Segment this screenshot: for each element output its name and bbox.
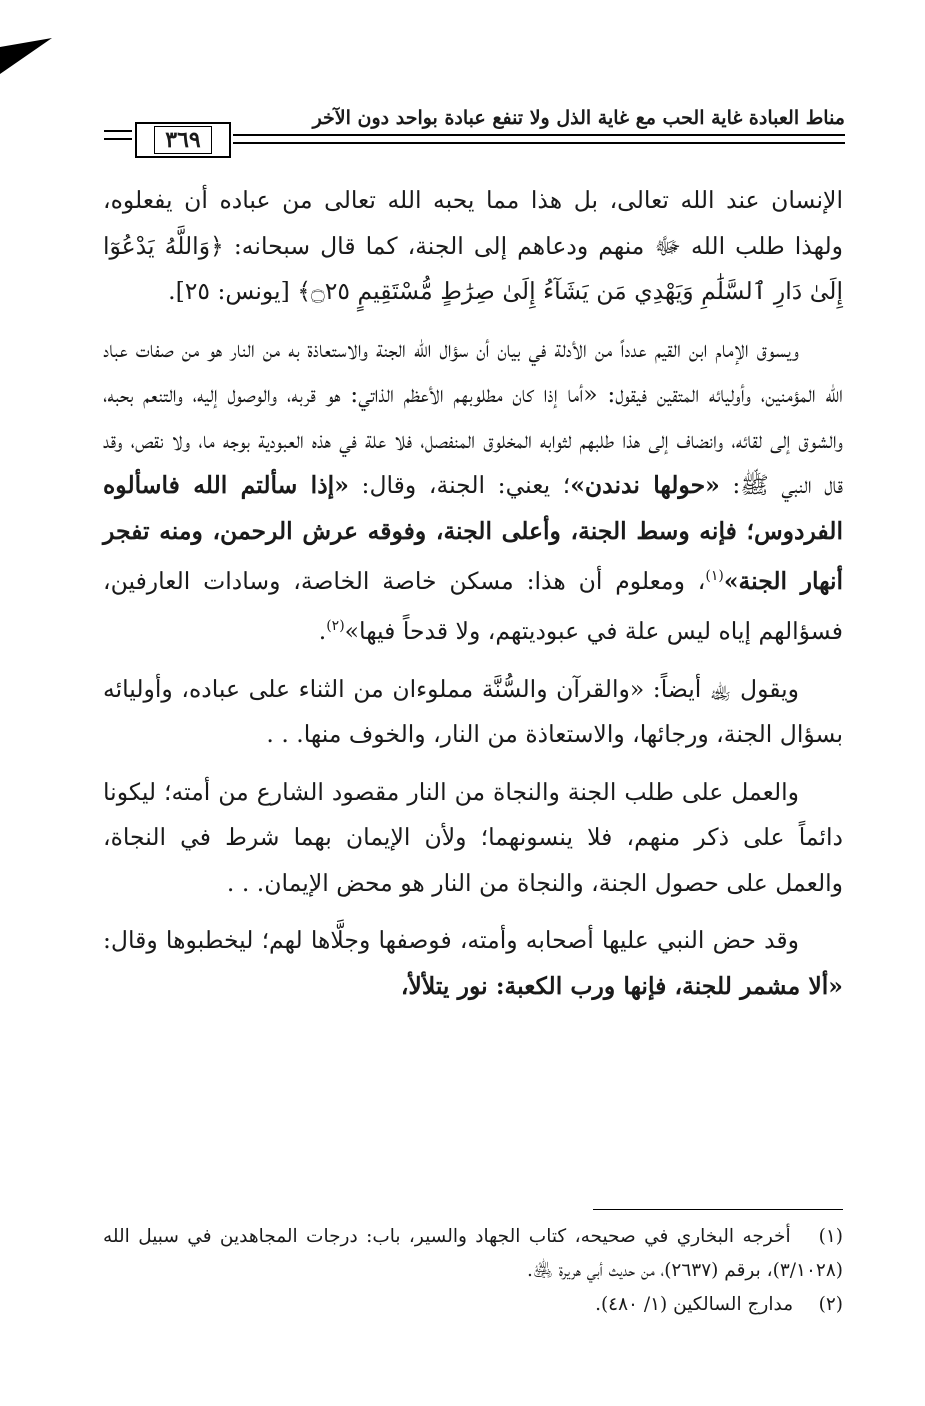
main-text bbox=[103, 178, 843, 1009]
p1-line-3: يَدْعُوٓا إِلَىٰ دَارِ ٱلسَّلَٰمِ وَيَهْدِي مَن يَشَآءُ إِلَىٰ صِرَٰطٍ مُّسْتَقِيمٍ ۝٢٥﴾ [يونس: ٢٥]. bbox=[103, 231, 843, 305]
running-title: مناط العبادة غاية الحب مع غاية الذل ولا تنفع عبادة بواحد دون الآخر bbox=[312, 107, 845, 129]
footnote-1-number: (١) bbox=[818, 1226, 843, 1247]
footnote-1 bbox=[103, 1220, 843, 1288]
p2-bold-hadith-1: «حولها ندندن» bbox=[570, 471, 720, 499]
footnote-2 bbox=[103, 1288, 843, 1322]
paragraph-3 bbox=[103, 667, 843, 758]
p2-text: ويسوق الإمام ابن القيم عدداً من الأدلة في بيان أن سؤال الله الجنة والاستعاذة به من النار هو من صفات عباد الله المؤمنين، وأوليائه المتقين فيقول: «أما إذا كان مطلوبهم الأعظم الذاتي: هو قربه، والوصول إليه، والتنعم بحبه، والشوق إلى لقائه، وانضاف إلى هذا طلبهم لثوابه المخلوق المنفصل، فلا علة في هذه العبودية بوجه ما، ولا نقص، وقد قال النبي ﷺ: bbox=[103, 334, 843, 499]
footnote-2-number: (٢) bbox=[818, 1294, 843, 1315]
footnotes bbox=[103, 1220, 843, 1322]
p2-mid: ؛ يعني: الجنة، وقال: bbox=[348, 471, 571, 499]
p2-bold-hadith-2: «إذا سألتم الله فاسألوه الفردوس؛ فإنه وسط الجنة، وأعلى الجنة، وفوقه عرش الرحمن، ومنه تفجر أنهار الجنة» bbox=[103, 471, 844, 595]
p5-bold-hadith: «ألا مشمر للجنة، فإنها ورب الكعبة: نور يتلألأ، bbox=[400, 971, 843, 1000]
p4-text: والعمل على طلب الجنة والنجاة من النار مقصود الشارع من أمته؛ ليكونا دائماً على ذكر منهم، فلا ينسونهما؛ ولأن الإيمان بهما شرط في النجاة، والعمل على حصول الجنة، والنجاة من النار هو محض الإيمان. . . bbox=[103, 777, 843, 897]
paragraph-5 bbox=[103, 918, 843, 1009]
header-rule-left bbox=[104, 130, 132, 140]
footnote-1-text: أخرجه البخاري في صحيحه، كتاب الجهاد والسير، باب: درجات المجاهدين في سبيل الله (٣/١٠٢٨)، برقم (٢٦٣٧)، من حديث أبي هريرة ﵁. bbox=[103, 1226, 843, 1281]
page-number-frame bbox=[135, 122, 231, 158]
p3-text: ويقول ﵀ أيضاً: «والقرآن والسُّنَّة مملوءان من الثناء على عباده، وأوليائه بسؤال الجنة، ورجائها، والاستعاذة من النار، والخوف منها. . . bbox=[103, 674, 843, 749]
paragraph-4 bbox=[103, 770, 843, 907]
p1-line-2: ولهذا طلب الله ﷻ منهم ودعاهم إلى الجنة، كما قال سبحانه: ﴿وَاللَّهُ bbox=[164, 231, 843, 260]
p1-line-1: الإنسان عند الله تعالى، بل هذا مما يحبه الله تعالى من عباده أن يفعلوه، bbox=[103, 186, 843, 214]
header-rule bbox=[233, 134, 845, 144]
corner-mark bbox=[0, 38, 52, 74]
paragraph-2 bbox=[103, 327, 843, 655]
p5-text: وقد حض النبي عليها أصحابه وأمته، فوصفها وجلَّاها لهم؛ ليخطبوها وقال: bbox=[103, 926, 799, 955]
footnote-ref-2: (٢) bbox=[326, 618, 345, 635]
p2-end: . bbox=[318, 617, 327, 646]
page-number: ٣٦٩ bbox=[154, 126, 211, 154]
footnote-separator bbox=[593, 1209, 843, 1210]
footnote-ref-1: (١) bbox=[705, 568, 724, 584]
paragraph-1 bbox=[103, 178, 843, 315]
footnote-2-text: مدارج السالكين (١/ ٤٨٠). bbox=[595, 1294, 794, 1315]
page-header bbox=[105, 104, 845, 162]
p2-rest: ، ومعلوم أن هذا: مسكن خاصة الخاصة، وسادات العارفين، فسؤالهم إياه ليس علة في عبوديتهم، ولا قدحاً فيها» bbox=[103, 566, 843, 646]
